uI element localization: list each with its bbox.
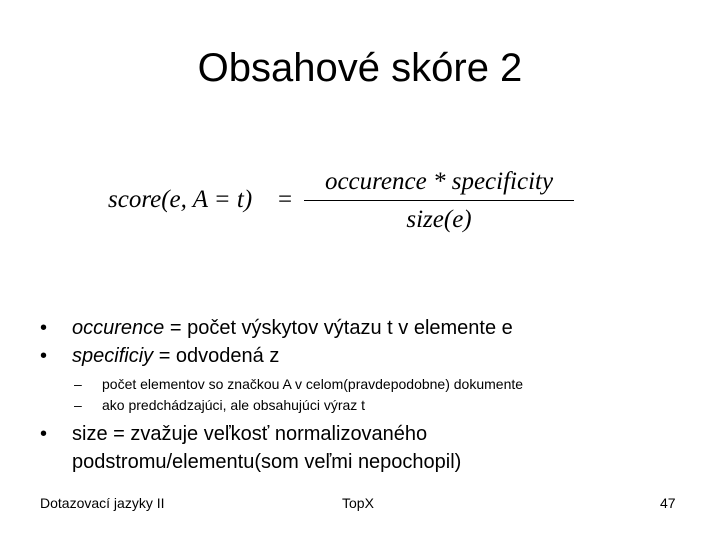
score-formula xyxy=(108,166,588,242)
bullet-term: occurence xyxy=(72,317,165,339)
slide-title: Obsahové skóre 2 xyxy=(197,46,523,90)
footer-page-number: 47 xyxy=(660,495,676,511)
footer-topic: TopX xyxy=(342,495,374,511)
sub-bullet-marker: – xyxy=(74,376,82,392)
fraction-bar xyxy=(304,200,574,201)
bullet-text xyxy=(72,342,279,370)
bullet-marker: • xyxy=(40,423,48,445)
bullet-text xyxy=(72,314,513,342)
sub-bullet-text: počet elementov so značkou A v celom(pravdepodobne) dokumente xyxy=(102,376,524,392)
bullet-marker: • xyxy=(40,317,48,339)
sub-bullet-marker: – xyxy=(74,397,82,413)
sub-bullet-text: ako predchádzajúci, ale obsahujúci výraz t xyxy=(102,397,366,413)
bullet-marker: • xyxy=(40,345,48,367)
bullet-definition: = počet výskytov výtazu t v elemente e xyxy=(164,317,513,339)
bullet-definition: = odvodená z xyxy=(153,345,280,367)
formula-lhs: score(e, A = t) xyxy=(108,186,253,213)
formula-equals: = xyxy=(278,186,293,213)
bullet-text: size = zvažuje veľkosť normalizovaného podstromu/elementu(som veľmi nepochopil) xyxy=(72,423,462,473)
footer-course-name: Dotazovací jazyky II xyxy=(40,495,165,511)
formula-denominator: size(e) xyxy=(406,206,472,233)
formula-numerator: occurence * specificity xyxy=(324,168,554,195)
bullet-term: specificiy xyxy=(72,345,154,367)
